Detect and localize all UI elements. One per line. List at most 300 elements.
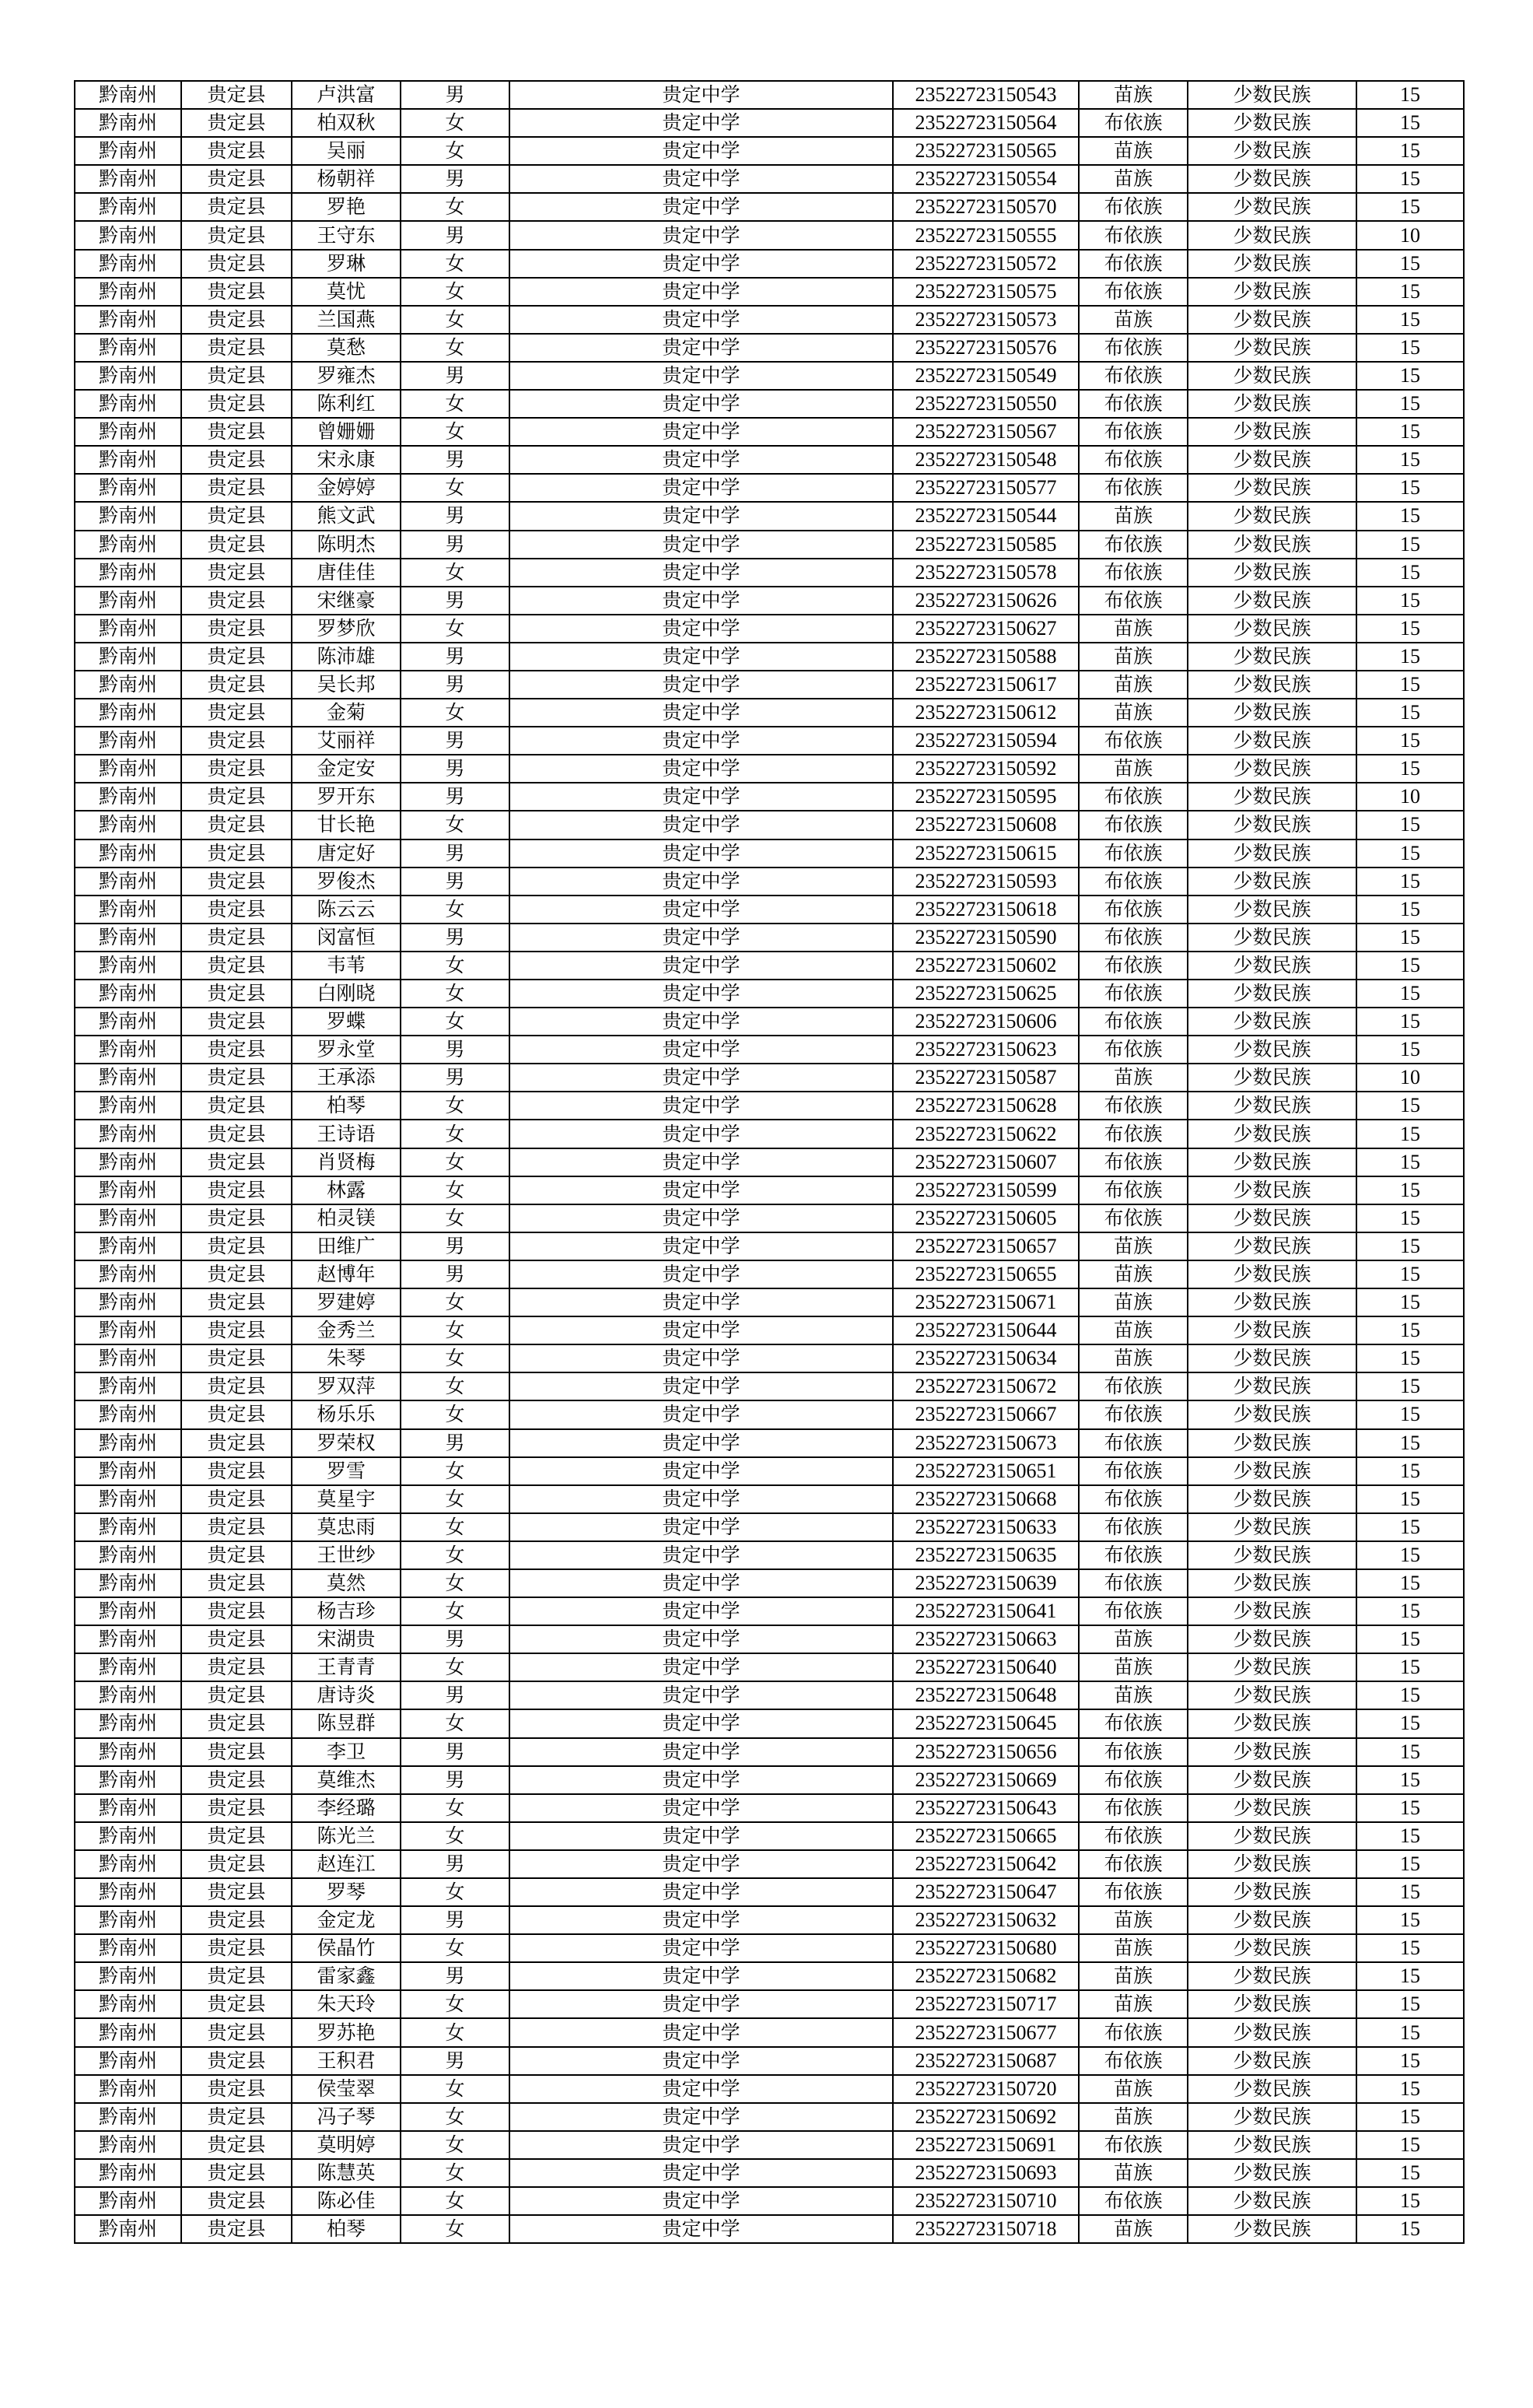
- prefecture-cell: 黔南州: [75, 1709, 181, 1737]
- name-cell: 陈光兰: [292, 1822, 401, 1850]
- school-cell: 贵定中学: [509, 2018, 893, 2046]
- county-cell: 贵定县: [181, 531, 292, 559]
- ethnicity-cell: 苗族: [1079, 1990, 1188, 2018]
- table-row: [75, 643, 1464, 671]
- name-cell: 唐定好: [292, 839, 401, 868]
- category-cell: 少数民族: [1188, 1457, 1356, 1485]
- table-row: [75, 531, 1464, 559]
- exam-id-cell: 23522723150627: [893, 615, 1079, 643]
- score-cell: 15: [1356, 727, 1464, 755]
- name-cell: 韦苇: [292, 952, 401, 980]
- ethnicity-cell: 布依族: [1079, 1766, 1188, 1794]
- exam-id-cell: 23522723150648: [893, 1681, 1079, 1709]
- ethnicity-cell: 布依族: [1079, 1429, 1188, 1457]
- county-cell: 贵定县: [181, 81, 292, 109]
- prefecture-cell: 黔南州: [75, 615, 181, 643]
- name-cell: 陈必佳: [292, 2187, 401, 2215]
- table-row: [75, 193, 1464, 221]
- school-cell: 贵定中学: [509, 137, 893, 165]
- category-cell: 少数民族: [1188, 2047, 1356, 2075]
- table-row: [75, 1204, 1464, 1232]
- table-row: [75, 2159, 1464, 2187]
- name-cell: 金定龙: [292, 1906, 401, 1934]
- prefecture-cell: 黔南州: [75, 2215, 181, 2243]
- school-cell: 贵定中学: [509, 278, 893, 306]
- school-cell: 贵定中学: [509, 1766, 893, 1794]
- name-cell: 罗双萍: [292, 1372, 401, 1400]
- table-row: [75, 2103, 1464, 2131]
- gender-cell: 男: [401, 1064, 509, 1092]
- exam-id-cell: 23522723150633: [893, 1513, 1079, 1541]
- school-cell: 贵定中学: [509, 2131, 893, 2159]
- category-cell: 少数民族: [1188, 502, 1356, 530]
- prefecture-cell: 黔南州: [75, 1822, 181, 1850]
- gender-cell: 女: [401, 109, 509, 137]
- ethnicity-cell: 布依族: [1079, 1794, 1188, 1822]
- prefecture-cell: 黔南州: [75, 362, 181, 390]
- ethnicity-cell: 布依族: [1079, 1541, 1188, 1569]
- category-cell: 少数民族: [1188, 1260, 1356, 1288]
- ethnicity-cell: 布依族: [1079, 1485, 1188, 1513]
- school-cell: 贵定中学: [509, 1541, 893, 1569]
- table-row: [75, 559, 1464, 587]
- table-row: [75, 1008, 1464, 1036]
- exam-id-cell: 23522723150615: [893, 839, 1079, 868]
- ethnicity-cell: 布依族: [1079, 250, 1188, 278]
- ethnicity-cell: 布依族: [1079, 278, 1188, 306]
- name-cell: 王世纱: [292, 1541, 401, 1569]
- table-row: [75, 1709, 1464, 1737]
- school-cell: 贵定中学: [509, 1878, 893, 1906]
- county-cell: 贵定县: [181, 727, 292, 755]
- county-cell: 贵定县: [181, 193, 292, 221]
- prefecture-cell: 黔南州: [75, 474, 181, 502]
- score-cell: 15: [1356, 109, 1464, 137]
- ethnicity-cell: 布依族: [1079, 1850, 1188, 1878]
- ethnicity-cell: 布依族: [1079, 531, 1188, 559]
- exam-id-cell: 23522723150605: [893, 1204, 1079, 1232]
- exam-id-cell: 23522723150612: [893, 699, 1079, 727]
- school-cell: 贵定中学: [509, 390, 893, 418]
- category-cell: 少数民族: [1188, 1148, 1356, 1176]
- school-cell: 贵定中学: [509, 2159, 893, 2187]
- score-cell: 15: [1356, 2018, 1464, 2046]
- gender-cell: 女: [401, 2103, 509, 2131]
- category-cell: 少数民族: [1188, 755, 1356, 783]
- score-cell: 15: [1356, 334, 1464, 362]
- exam-id-cell: 23522723150575: [893, 278, 1079, 306]
- school-cell: 贵定中学: [509, 1625, 893, 1653]
- exam-id-cell: 23522723150693: [893, 2159, 1079, 2187]
- exam-id-cell: 23522723150606: [893, 1008, 1079, 1036]
- school-cell: 贵定中学: [509, 418, 893, 446]
- category-cell: 少数民族: [1188, 2103, 1356, 2131]
- exam-id-cell: 23522723150555: [893, 221, 1079, 249]
- exam-id-cell: 23522723150567: [893, 418, 1079, 446]
- gender-cell: 女: [401, 980, 509, 1008]
- score-cell: 15: [1356, 2047, 1464, 2075]
- table-row: [75, 474, 1464, 502]
- gender-cell: 男: [401, 1036, 509, 1064]
- ethnicity-cell: 布依族: [1079, 1372, 1188, 1400]
- ethnicity-cell: 布依族: [1079, 362, 1188, 390]
- category-cell: 少数民族: [1188, 1288, 1356, 1316]
- exam-id-cell: 23522723150595: [893, 783, 1079, 811]
- ethnicity-cell: 布依族: [1079, 896, 1188, 924]
- ethnicity-cell: 苗族: [1079, 1962, 1188, 1990]
- score-cell: 15: [1356, 306, 1464, 334]
- score-cell: 15: [1356, 811, 1464, 839]
- gender-cell: 女: [401, 334, 509, 362]
- name-cell: 杨朝祥: [292, 165, 401, 193]
- exam-id-cell: 23522723150587: [893, 1064, 1079, 1092]
- school-cell: 贵定中学: [509, 2187, 893, 2215]
- score-cell: 15: [1356, 1232, 1464, 1260]
- table-row: [75, 924, 1464, 952]
- gender-cell: 女: [401, 1008, 509, 1036]
- table-row: [75, 2047, 1464, 2075]
- county-cell: 贵定县: [181, 1092, 292, 1120]
- ethnicity-cell: 苗族: [1079, 755, 1188, 783]
- score-cell: 15: [1356, 1485, 1464, 1513]
- table-row: [75, 1344, 1464, 1372]
- score-cell: 15: [1356, 2103, 1464, 2131]
- name-cell: 莫星宇: [292, 1485, 401, 1513]
- county-cell: 贵定县: [181, 559, 292, 587]
- table-row: [75, 1766, 1464, 1794]
- name-cell: 罗俊杰: [292, 868, 401, 896]
- table-row: [75, 1878, 1464, 1906]
- prefecture-cell: 黔南州: [75, 2075, 181, 2103]
- score-cell: 15: [1356, 193, 1464, 221]
- county-cell: 贵定县: [181, 221, 292, 249]
- prefecture-cell: 黔南州: [75, 1738, 181, 1766]
- county-cell: 贵定县: [181, 924, 292, 952]
- score-cell: 15: [1356, 502, 1464, 530]
- name-cell: 李卫: [292, 1738, 401, 1766]
- ethnicity-cell: 苗族: [1079, 1232, 1188, 1260]
- county-cell: 贵定县: [181, 1822, 292, 1850]
- prefecture-cell: 黔南州: [75, 1850, 181, 1878]
- gender-cell: 女: [401, 1288, 509, 1316]
- county-cell: 贵定县: [181, 137, 292, 165]
- name-cell: 莫忠雨: [292, 1513, 401, 1541]
- county-cell: 贵定县: [181, 980, 292, 1008]
- score-cell: 15: [1356, 474, 1464, 502]
- name-cell: 金定安: [292, 755, 401, 783]
- category-cell: 少数民族: [1188, 980, 1356, 1008]
- prefecture-cell: 黔南州: [75, 306, 181, 334]
- name-cell: 王青青: [292, 1653, 401, 1681]
- name-cell: 罗永堂: [292, 1036, 401, 1064]
- score-cell: 15: [1356, 531, 1464, 559]
- score-cell: 15: [1356, 587, 1464, 615]
- ethnicity-cell: 苗族: [1079, 643, 1188, 671]
- gender-cell: 女: [401, 1092, 509, 1120]
- name-cell: 罗雪: [292, 1457, 401, 1485]
- category-cell: 少数民族: [1188, 109, 1356, 137]
- ethnicity-cell: 布依族: [1079, 1597, 1188, 1625]
- gender-cell: 男: [401, 1850, 509, 1878]
- score-cell: 15: [1356, 165, 1464, 193]
- school-cell: 贵定中学: [509, 1036, 893, 1064]
- score-cell: 15: [1356, 1709, 1464, 1737]
- prefecture-cell: 黔南州: [75, 137, 181, 165]
- name-cell: 柏双秋: [292, 109, 401, 137]
- gender-cell: 女: [401, 250, 509, 278]
- gender-cell: 女: [401, 1316, 509, 1344]
- category-cell: 少数民族: [1188, 2215, 1356, 2243]
- category-cell: 少数民族: [1188, 1204, 1356, 1232]
- ethnicity-cell: 布依族: [1079, 474, 1188, 502]
- prefecture-cell: 黔南州: [75, 1429, 181, 1457]
- school-cell: 贵定中学: [509, 446, 893, 474]
- school-cell: 贵定中学: [509, 474, 893, 502]
- school-cell: 贵定中学: [509, 502, 893, 530]
- county-cell: 贵定县: [181, 1008, 292, 1036]
- ethnicity-cell: 苗族: [1079, 1906, 1188, 1934]
- exam-id-cell: 23522723150651: [893, 1457, 1079, 1485]
- score-cell: 15: [1356, 1569, 1464, 1597]
- prefecture-cell: 黔南州: [75, 81, 181, 109]
- prefecture-cell: 黔南州: [75, 980, 181, 1008]
- category-cell: 少数民族: [1188, 2018, 1356, 2046]
- name-cell: 吴丽: [292, 137, 401, 165]
- table-row: [75, 2215, 1464, 2243]
- name-cell: 李经璐: [292, 1794, 401, 1822]
- name-cell: 朱天玲: [292, 1990, 401, 2018]
- gender-cell: 女: [401, 1400, 509, 1428]
- score-cell: 15: [1356, 390, 1464, 418]
- gender-cell: 女: [401, 1541, 509, 1569]
- table-row: [75, 1597, 1464, 1625]
- county-cell: 贵定县: [181, 1569, 292, 1597]
- gender-cell: 男: [401, 446, 509, 474]
- table-row: [75, 1681, 1464, 1709]
- prefecture-cell: 黔南州: [75, 221, 181, 249]
- county-cell: 贵定县: [181, 643, 292, 671]
- table-row: [75, 1316, 1464, 1344]
- category-cell: 少数民族: [1188, 1569, 1356, 1597]
- county-cell: 贵定县: [181, 1260, 292, 1288]
- score-cell: 15: [1356, 559, 1464, 587]
- school-cell: 贵定中学: [509, 1569, 893, 1597]
- ethnicity-cell: 布依族: [1079, 2187, 1188, 2215]
- county-cell: 贵定县: [181, 1372, 292, 1400]
- ethnicity-cell: 苗族: [1079, 615, 1188, 643]
- county-cell: 贵定县: [181, 250, 292, 278]
- ethnicity-cell: 布依族: [1079, 109, 1188, 137]
- school-cell: 贵定中学: [509, 1148, 893, 1176]
- category-cell: 少数民族: [1188, 1934, 1356, 1962]
- county-cell: 贵定县: [181, 334, 292, 362]
- school-cell: 贵定中学: [509, 615, 893, 643]
- county-cell: 贵定县: [181, 1625, 292, 1653]
- gender-cell: 男: [401, 81, 509, 109]
- school-cell: 贵定中学: [509, 755, 893, 783]
- table-row: [75, 2075, 1464, 2103]
- prefecture-cell: 黔南州: [75, 1766, 181, 1794]
- score-cell: 15: [1356, 1316, 1464, 1344]
- county-cell: 贵定县: [181, 1429, 292, 1457]
- county-cell: 贵定县: [181, 1709, 292, 1737]
- student-list-table: [74, 80, 1465, 2244]
- table-row: [75, 1822, 1464, 1850]
- county-cell: 贵定县: [181, 1513, 292, 1541]
- table-row: [75, 1232, 1464, 1260]
- ethnicity-cell: 布依族: [1079, 839, 1188, 868]
- school-cell: 贵定中学: [509, 839, 893, 868]
- name-cell: 莫然: [292, 1569, 401, 1597]
- county-cell: 贵定县: [181, 2187, 292, 2215]
- category-cell: 少数民族: [1188, 671, 1356, 699]
- gender-cell: 女: [401, 2187, 509, 2215]
- score-cell: 15: [1356, 1850, 1464, 1878]
- score-cell: 15: [1356, 755, 1464, 783]
- gender-cell: 女: [401, 1990, 509, 2018]
- prefecture-cell: 黔南州: [75, 587, 181, 615]
- table-row: [75, 783, 1464, 811]
- category-cell: 少数民族: [1188, 1513, 1356, 1541]
- category-cell: 少数民族: [1188, 1485, 1356, 1513]
- table-body: [75, 81, 1464, 2243]
- county-cell: 贵定县: [181, 1738, 292, 1766]
- school-cell: 贵定中学: [509, 1232, 893, 1260]
- table-row: [75, 2187, 1464, 2215]
- name-cell: 莫维杰: [292, 1766, 401, 1794]
- name-cell: 宋继豪: [292, 587, 401, 615]
- exam-id-cell: 23522723150677: [893, 2018, 1079, 2046]
- name-cell: 罗建婷: [292, 1288, 401, 1316]
- prefecture-cell: 黔南州: [75, 1036, 181, 1064]
- exam-id-cell: 23522723150590: [893, 924, 1079, 952]
- score-cell: 15: [1356, 137, 1464, 165]
- score-cell: 15: [1356, 1878, 1464, 1906]
- category-cell: 少数民族: [1188, 1850, 1356, 1878]
- gender-cell: 女: [401, 699, 509, 727]
- school-cell: 贵定中学: [509, 1457, 893, 1485]
- gender-cell: 女: [401, 306, 509, 334]
- county-cell: 贵定县: [181, 1204, 292, 1232]
- category-cell: 少数民族: [1188, 362, 1356, 390]
- school-cell: 贵定中学: [509, 306, 893, 334]
- prefecture-cell: 黔南州: [75, 1120, 181, 1148]
- gender-cell: 男: [401, 2047, 509, 2075]
- exam-id-cell: 23522723150602: [893, 952, 1079, 980]
- category-cell: 少数民族: [1188, 811, 1356, 839]
- score-cell: 15: [1356, 1906, 1464, 1934]
- score-cell: 15: [1356, 2131, 1464, 2159]
- prefecture-cell: 黔南州: [75, 390, 181, 418]
- gender-cell: 女: [401, 1457, 509, 1485]
- exam-id-cell: 23522723150628: [893, 1092, 1079, 1120]
- score-cell: 10: [1356, 783, 1464, 811]
- table-row: [75, 1485, 1464, 1513]
- county-cell: 贵定县: [181, 1541, 292, 1569]
- exam-id-cell: 23522723150655: [893, 1260, 1079, 1288]
- gender-cell: 女: [401, 1569, 509, 1597]
- school-cell: 贵定中学: [509, 1288, 893, 1316]
- prefecture-cell: 黔南州: [75, 952, 181, 980]
- county-cell: 贵定县: [181, 1148, 292, 1176]
- name-cell: 林露: [292, 1176, 401, 1204]
- exam-id-cell: 23522723150682: [893, 1962, 1079, 1990]
- ethnicity-cell: 布依族: [1079, 1738, 1188, 1766]
- exam-id-cell: 23522723150593: [893, 868, 1079, 896]
- gender-cell: 女: [401, 193, 509, 221]
- prefecture-cell: 黔南州: [75, 2047, 181, 2075]
- category-cell: 少数民族: [1188, 1822, 1356, 1850]
- ethnicity-cell: 苗族: [1079, 699, 1188, 727]
- ethnicity-cell: 苗族: [1079, 502, 1188, 530]
- gender-cell: 女: [401, 1176, 509, 1204]
- prefecture-cell: 黔南州: [75, 502, 181, 530]
- exam-id-cell: 23522723150639: [893, 1569, 1079, 1597]
- school-cell: 贵定中学: [509, 1120, 893, 1148]
- category-cell: 少数民族: [1188, 278, 1356, 306]
- gender-cell: 女: [401, 1148, 509, 1176]
- ethnicity-cell: 布依族: [1079, 1709, 1188, 1737]
- table-row: [75, 1738, 1464, 1766]
- prefecture-cell: 黔南州: [75, 811, 181, 839]
- score-cell: 15: [1356, 1990, 1464, 2018]
- county-cell: 贵定县: [181, 109, 292, 137]
- school-cell: 贵定中学: [509, 334, 893, 362]
- score-cell: 15: [1356, 839, 1464, 868]
- gender-cell: 女: [401, 2018, 509, 2046]
- prefecture-cell: 黔南州: [75, 1906, 181, 1934]
- table-row: [75, 1934, 1464, 1962]
- school-cell: 贵定中学: [509, 727, 893, 755]
- exam-id-cell: 23522723150608: [893, 811, 1079, 839]
- table-row: [75, 137, 1464, 165]
- name-cell: 雷家鑫: [292, 1962, 401, 1990]
- gender-cell: 女: [401, 418, 509, 446]
- ethnicity-cell: 布依族: [1079, 446, 1188, 474]
- name-cell: 莫愁: [292, 334, 401, 362]
- category-cell: 少数民族: [1188, 615, 1356, 643]
- county-cell: 贵定县: [181, 1288, 292, 1316]
- exam-id-cell: 23522723150687: [893, 2047, 1079, 2075]
- table-row: [75, 811, 1464, 839]
- table-row: [75, 1260, 1464, 1288]
- gender-cell: 女: [401, 474, 509, 502]
- gender-cell: 女: [401, 137, 509, 165]
- ethnicity-cell: 苗族: [1079, 81, 1188, 109]
- county-cell: 贵定县: [181, 1064, 292, 1092]
- table-row: [75, 1962, 1464, 1990]
- school-cell: 贵定中学: [509, 165, 893, 193]
- prefecture-cell: 黔南州: [75, 1148, 181, 1176]
- score-cell: 15: [1356, 1625, 1464, 1653]
- name-cell: 兰国燕: [292, 306, 401, 334]
- prefecture-cell: 黔南州: [75, 1400, 181, 1428]
- score-cell: 15: [1356, 1738, 1464, 1766]
- category-cell: 少数民族: [1188, 474, 1356, 502]
- score-cell: 15: [1356, 2215, 1464, 2243]
- category-cell: 少数民族: [1188, 221, 1356, 249]
- school-cell: 贵定中学: [509, 783, 893, 811]
- category-cell: 少数民族: [1188, 1990, 1356, 2018]
- gender-cell: 女: [401, 615, 509, 643]
- county-cell: 贵定县: [181, 2047, 292, 2075]
- prefecture-cell: 黔南州: [75, 1485, 181, 1513]
- prefecture-cell: 黔南州: [75, 2159, 181, 2187]
- score-cell: 15: [1356, 1766, 1464, 1794]
- exam-id-cell: 23522723150576: [893, 334, 1079, 362]
- gender-cell: 女: [401, 1513, 509, 1541]
- school-cell: 贵定中学: [509, 952, 893, 980]
